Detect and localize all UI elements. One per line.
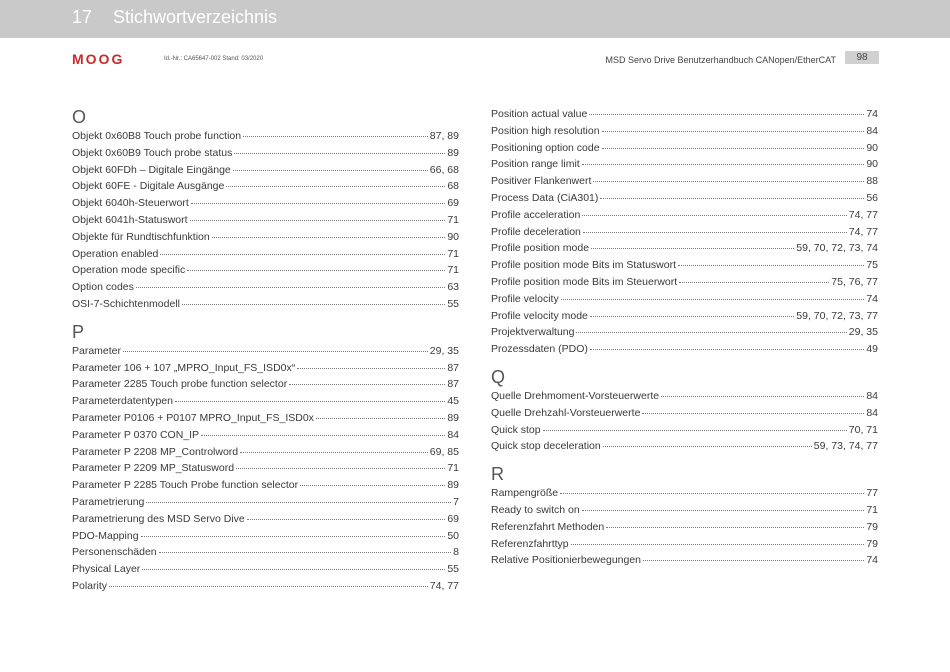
index-entry[interactable] <box>72 147 459 164</box>
dot-leader <box>136 286 445 288</box>
dot-leader <box>561 298 865 300</box>
index-entry[interactable] <box>72 214 459 231</box>
dot-leader <box>582 214 847 216</box>
index-entry[interactable] <box>72 281 459 298</box>
index-entry[interactable] <box>491 175 878 192</box>
page-references[interactable]: 87 <box>447 361 459 374</box>
page-references[interactable]: 79 <box>866 520 878 533</box>
dot-leader <box>175 400 445 402</box>
page-references[interactable]: 29, 35 <box>848 326 878 339</box>
index-term: Ready to switch on <box>491 503 580 516</box>
dot-leader <box>602 147 865 149</box>
index-entry[interactable] <box>491 108 878 125</box>
page-references[interactable]: 69 <box>447 512 459 525</box>
dot-leader <box>583 231 847 233</box>
index-term: Parameter P 2208 MP_Controlword <box>72 445 239 458</box>
index-term: Referenzfahrt Methoden <box>491 520 605 533</box>
page-references[interactable]: 75 <box>866 259 878 272</box>
index-term: Option codes <box>72 281 134 294</box>
index-term: Parametrierung des MSD Servo Dive <box>72 512 245 525</box>
index-term: Objekt 60FDh – Digitale Eingänge <box>72 163 231 176</box>
page-references[interactable]: 71 <box>866 503 878 516</box>
index-term: Prozessdaten (PDO) <box>491 343 588 356</box>
index-term: Rampengröße <box>491 487 559 500</box>
index-entry[interactable] <box>72 378 459 395</box>
page-references[interactable]: 74, 77 <box>848 208 878 221</box>
index-term: Objekte für Rundtischfunktion <box>72 230 210 243</box>
index-term: Profile position mode Bits im Steuerwort <box>491 275 678 288</box>
index-entry[interactable] <box>491 424 878 441</box>
dot-leader <box>191 202 446 204</box>
dot-leader <box>661 395 864 397</box>
page-references[interactable]: 88 <box>866 175 878 188</box>
index-entry[interactable] <box>72 446 459 463</box>
index-entry[interactable] <box>491 242 878 259</box>
page-references[interactable]: 49 <box>866 343 878 356</box>
dot-leader <box>236 467 445 469</box>
index-term: Position high resolution <box>491 124 600 137</box>
index-entry[interactable] <box>491 538 878 555</box>
dot-leader <box>643 559 864 561</box>
page-references[interactable]: 7 <box>453 495 459 508</box>
page-references[interactable]: 74, 77 <box>429 579 459 592</box>
index-entry[interactable] <box>72 580 459 597</box>
index-term: Personenschäden <box>72 546 157 559</box>
page-references[interactable]: 71 <box>447 462 459 475</box>
page-references[interactable]: 75, 76, 77 <box>831 275 878 288</box>
index-entry[interactable] <box>72 563 459 580</box>
dot-leader <box>593 180 864 182</box>
index-entry[interactable] <box>72 412 459 429</box>
dot-leader <box>600 197 864 199</box>
index-term: Parameter P 0370 CON_IP <box>72 428 200 441</box>
index-entry[interactable] <box>491 158 878 175</box>
dot-leader <box>247 518 446 520</box>
dot-leader <box>603 445 812 447</box>
dot-leader <box>160 253 445 255</box>
index-entry[interactable] <box>72 530 459 547</box>
page-references[interactable]: 74 <box>866 554 878 567</box>
index-entry[interactable] <box>72 231 459 248</box>
document-id: Id.-Nr.: CA65647-002 Stand: 03/2020 <box>164 56 264 62</box>
page-references[interactable]: 55 <box>447 297 459 310</box>
dot-leader <box>300 484 445 486</box>
index-term: Parameter P 2209 MP_Statusword <box>72 462 235 475</box>
index-term: Quelle Drehmoment-Vorsteuerwerte <box>491 389 660 402</box>
section-letter: O <box>72 107 87 127</box>
dot-leader <box>591 247 794 249</box>
dot-leader <box>590 348 864 350</box>
page-references[interactable]: 77 <box>866 487 878 500</box>
index-entry[interactable] <box>72 496 459 513</box>
index-entry[interactable] <box>491 504 878 521</box>
index-entry[interactable] <box>491 259 878 276</box>
dot-leader <box>201 434 445 436</box>
index-section <box>72 104 459 315</box>
index-entry[interactable] <box>491 407 878 424</box>
index-entry[interactable] <box>491 521 878 538</box>
page-references[interactable]: 70, 71 <box>848 423 878 436</box>
index-entry[interactable] <box>491 440 878 457</box>
index-term: Parameter P 2285 Touch Probe function selector <box>72 479 299 492</box>
dot-leader <box>679 281 829 283</box>
index-entry[interactable] <box>491 276 878 293</box>
dot-leader <box>582 163 865 165</box>
page-references[interactable]: 87 <box>447 378 459 391</box>
index-term: Profile acceleration <box>491 208 581 221</box>
index-column-left <box>72 100 459 597</box>
index-section <box>72 319 459 597</box>
dot-leader <box>109 585 428 587</box>
index-term: Relative Positionierbewegungen <box>491 554 642 567</box>
index-term: Objekt 0x60B8 Touch probe function <box>72 130 242 142</box>
index-entry[interactable] <box>72 345 459 362</box>
index-entry[interactable] <box>72 298 459 315</box>
index-entry[interactable] <box>72 180 459 197</box>
page-references[interactable]: 84 <box>866 124 878 137</box>
index-entry[interactable] <box>72 362 459 379</box>
page-references[interactable]: 29, 35 <box>429 344 459 357</box>
dot-leader <box>606 526 864 528</box>
page-references[interactable]: 50 <box>447 529 459 542</box>
page-references[interactable]: 66, 68 <box>429 163 459 176</box>
manual-title: MSD Servo Drive Benutzerhandbuch CANopen/EtherCAT <box>605 55 836 65</box>
index-term: Projektverwaltung <box>491 326 575 339</box>
dot-leader <box>576 331 846 333</box>
page-references[interactable]: 84 <box>866 406 878 419</box>
dot-leader <box>571 543 865 545</box>
index-entry[interactable] <box>72 429 459 446</box>
index-entry[interactable] <box>72 264 459 281</box>
index-entry[interactable] <box>491 487 878 504</box>
index-entry[interactable] <box>491 125 878 142</box>
index-term: Parameter P0106 + P0107 MPRO_Input_FS_ISD0x <box>72 411 314 424</box>
page-references[interactable]: 89 <box>447 411 459 424</box>
index-entry[interactable] <box>72 164 459 181</box>
index-entry[interactable] <box>491 142 878 159</box>
dot-leader <box>590 315 794 317</box>
index-term: Profile velocity <box>491 292 559 305</box>
index-section <box>491 364 878 457</box>
page-references[interactable]: 74, 77 <box>848 225 878 238</box>
index-entry[interactable] <box>491 390 878 407</box>
dot-leader <box>187 269 445 271</box>
index-term: Operation mode specific <box>72 264 186 277</box>
page-references[interactable]: 71 <box>447 213 459 226</box>
index-section <box>491 108 878 360</box>
index-entry[interactable] <box>491 192 878 209</box>
index-entry[interactable] <box>72 248 459 265</box>
index-term: Parameter <box>72 344 122 357</box>
dot-leader <box>297 367 445 369</box>
chapter-header-bar <box>0 0 950 38</box>
index-term: Profile position mode Bits im Statuswort <box>491 259 676 272</box>
index-term: Operation enabled <box>72 247 159 260</box>
index-term: Positiver Flankenwert <box>491 175 592 188</box>
dot-leader <box>146 501 451 503</box>
index-term: Position actual value <box>491 108 588 120</box>
index-entry[interactable] <box>72 130 459 147</box>
moog-logo: MOOG <box>72 51 125 67</box>
index-term: Objekt 0x60B9 Touch probe status <box>72 146 233 159</box>
dot-leader <box>233 169 428 171</box>
index-entry[interactable] <box>72 546 459 563</box>
index-entry[interactable] <box>491 310 878 327</box>
dot-leader <box>678 264 864 266</box>
dot-leader <box>642 412 864 414</box>
page-references[interactable]: 63 <box>447 281 459 294</box>
page-references[interactable]: 69, 85 <box>429 445 459 458</box>
index-term: Parameterdatentypen <box>72 395 173 408</box>
index-entry[interactable] <box>72 513 459 530</box>
index-term: Profile deceleration <box>491 225 581 238</box>
index-entry[interactable] <box>491 343 878 360</box>
index-term: Quick stop <box>491 423 541 436</box>
index-column-right <box>491 108 878 571</box>
index-term: Referenzfahrttyp <box>491 537 569 550</box>
index-term: Objekt 60FE - Digitale Ausgänge <box>72 180 225 193</box>
page-references[interactable]: 90 <box>447 230 459 243</box>
index-section <box>491 461 878 571</box>
page-references[interactable]: 79 <box>866 537 878 550</box>
page-references[interactable]: 59, 70, 72, 73, 77 <box>796 309 878 322</box>
dot-leader <box>190 219 446 221</box>
section-letter: P <box>72 321 85 342</box>
dot-leader <box>582 509 865 511</box>
dot-leader <box>212 236 446 238</box>
index-term: OSI-7-Schichtenmodell <box>72 297 180 310</box>
dot-leader <box>123 350 428 352</box>
index-entry[interactable] <box>491 293 878 310</box>
index-entry[interactable] <box>491 209 878 226</box>
index-entry[interactable] <box>72 395 459 412</box>
page-references[interactable]: 87, 89 <box>429 130 459 142</box>
dot-leader <box>289 383 445 385</box>
index-entry[interactable] <box>491 554 878 571</box>
dot-leader <box>159 551 452 553</box>
section-letter: R <box>491 464 504 485</box>
dot-leader <box>560 492 864 494</box>
index-term: Position range limit <box>491 158 580 171</box>
index-entry[interactable] <box>72 197 459 214</box>
page-references[interactable]: 68 <box>447 180 459 193</box>
dot-leader <box>243 135 428 137</box>
dot-leader <box>240 451 428 453</box>
index-term: Polarity <box>72 579 108 592</box>
index-term: Parametrierung <box>72 495 145 508</box>
page-references[interactable]: 45 <box>447 395 459 408</box>
dot-leader <box>589 113 864 115</box>
index-term: Physical Layer <box>72 563 141 576</box>
page-references[interactable]: 55 <box>447 563 459 576</box>
index-term: Process Data (CiA301) <box>491 191 599 204</box>
index-entry[interactable] <box>72 462 459 479</box>
page-references[interactable]: 69 <box>447 197 459 210</box>
index-term: Parameter 2285 Touch probe function selector <box>72 378 288 391</box>
page-references[interactable]: 89 <box>447 146 459 159</box>
page-number-badge: 98 <box>845 51 879 64</box>
index-entry[interactable] <box>491 326 878 343</box>
page-references[interactable]: 84 <box>447 428 459 441</box>
index-entry[interactable] <box>72 479 459 496</box>
page-references[interactable]: 56 <box>866 191 878 204</box>
page-references[interactable]: 59, 73, 74, 77 <box>813 440 878 453</box>
index-term: Objekt 6040h-Steuerwort <box>72 197 189 210</box>
dot-leader <box>543 429 847 431</box>
dot-leader <box>142 568 445 570</box>
index-term: Objekt 6041h-Statuswort <box>72 213 188 226</box>
page-references[interactable]: 71 <box>447 264 459 277</box>
index-term: PDO-Mapping <box>72 529 139 542</box>
index-term: Profile velocity mode <box>491 309 588 322</box>
chapter-title: Stichwortverzeichnis <box>113 7 278 27</box>
index-term: Quick stop deceleration <box>491 440 601 453</box>
index-term: Quelle Drehzahl-Vorsteuerwerte <box>491 406 641 419</box>
index-term: Positioning option code <box>491 141 600 154</box>
page-references[interactable]: 84 <box>866 389 878 402</box>
chapter-number: 17 <box>72 7 93 27</box>
page-references[interactable]: 59, 70, 72, 73, 74 <box>796 242 878 255</box>
page-references[interactable]: 74 <box>866 292 878 305</box>
page-references[interactable]: 89 <box>447 479 459 492</box>
dot-leader <box>234 152 445 154</box>
index-entry[interactable] <box>491 226 878 243</box>
page-references[interactable]: 90 <box>866 158 878 171</box>
page-references[interactable]: 90 <box>866 141 878 154</box>
index-term: Profile position mode <box>491 242 590 255</box>
dot-leader <box>316 417 445 419</box>
page-references[interactable]: 74 <box>866 108 878 120</box>
dot-leader <box>141 535 446 537</box>
dot-leader <box>602 130 865 132</box>
dot-leader <box>226 185 445 187</box>
page-references[interactable]: 71 <box>447 247 459 260</box>
dot-leader <box>182 303 445 305</box>
section-letter: Q <box>491 366 506 387</box>
page-references[interactable]: 8 <box>453 546 459 559</box>
index-term: Parameter 106 + 107 „MPRO_Input_FS_ISD0x“ <box>72 361 296 374</box>
